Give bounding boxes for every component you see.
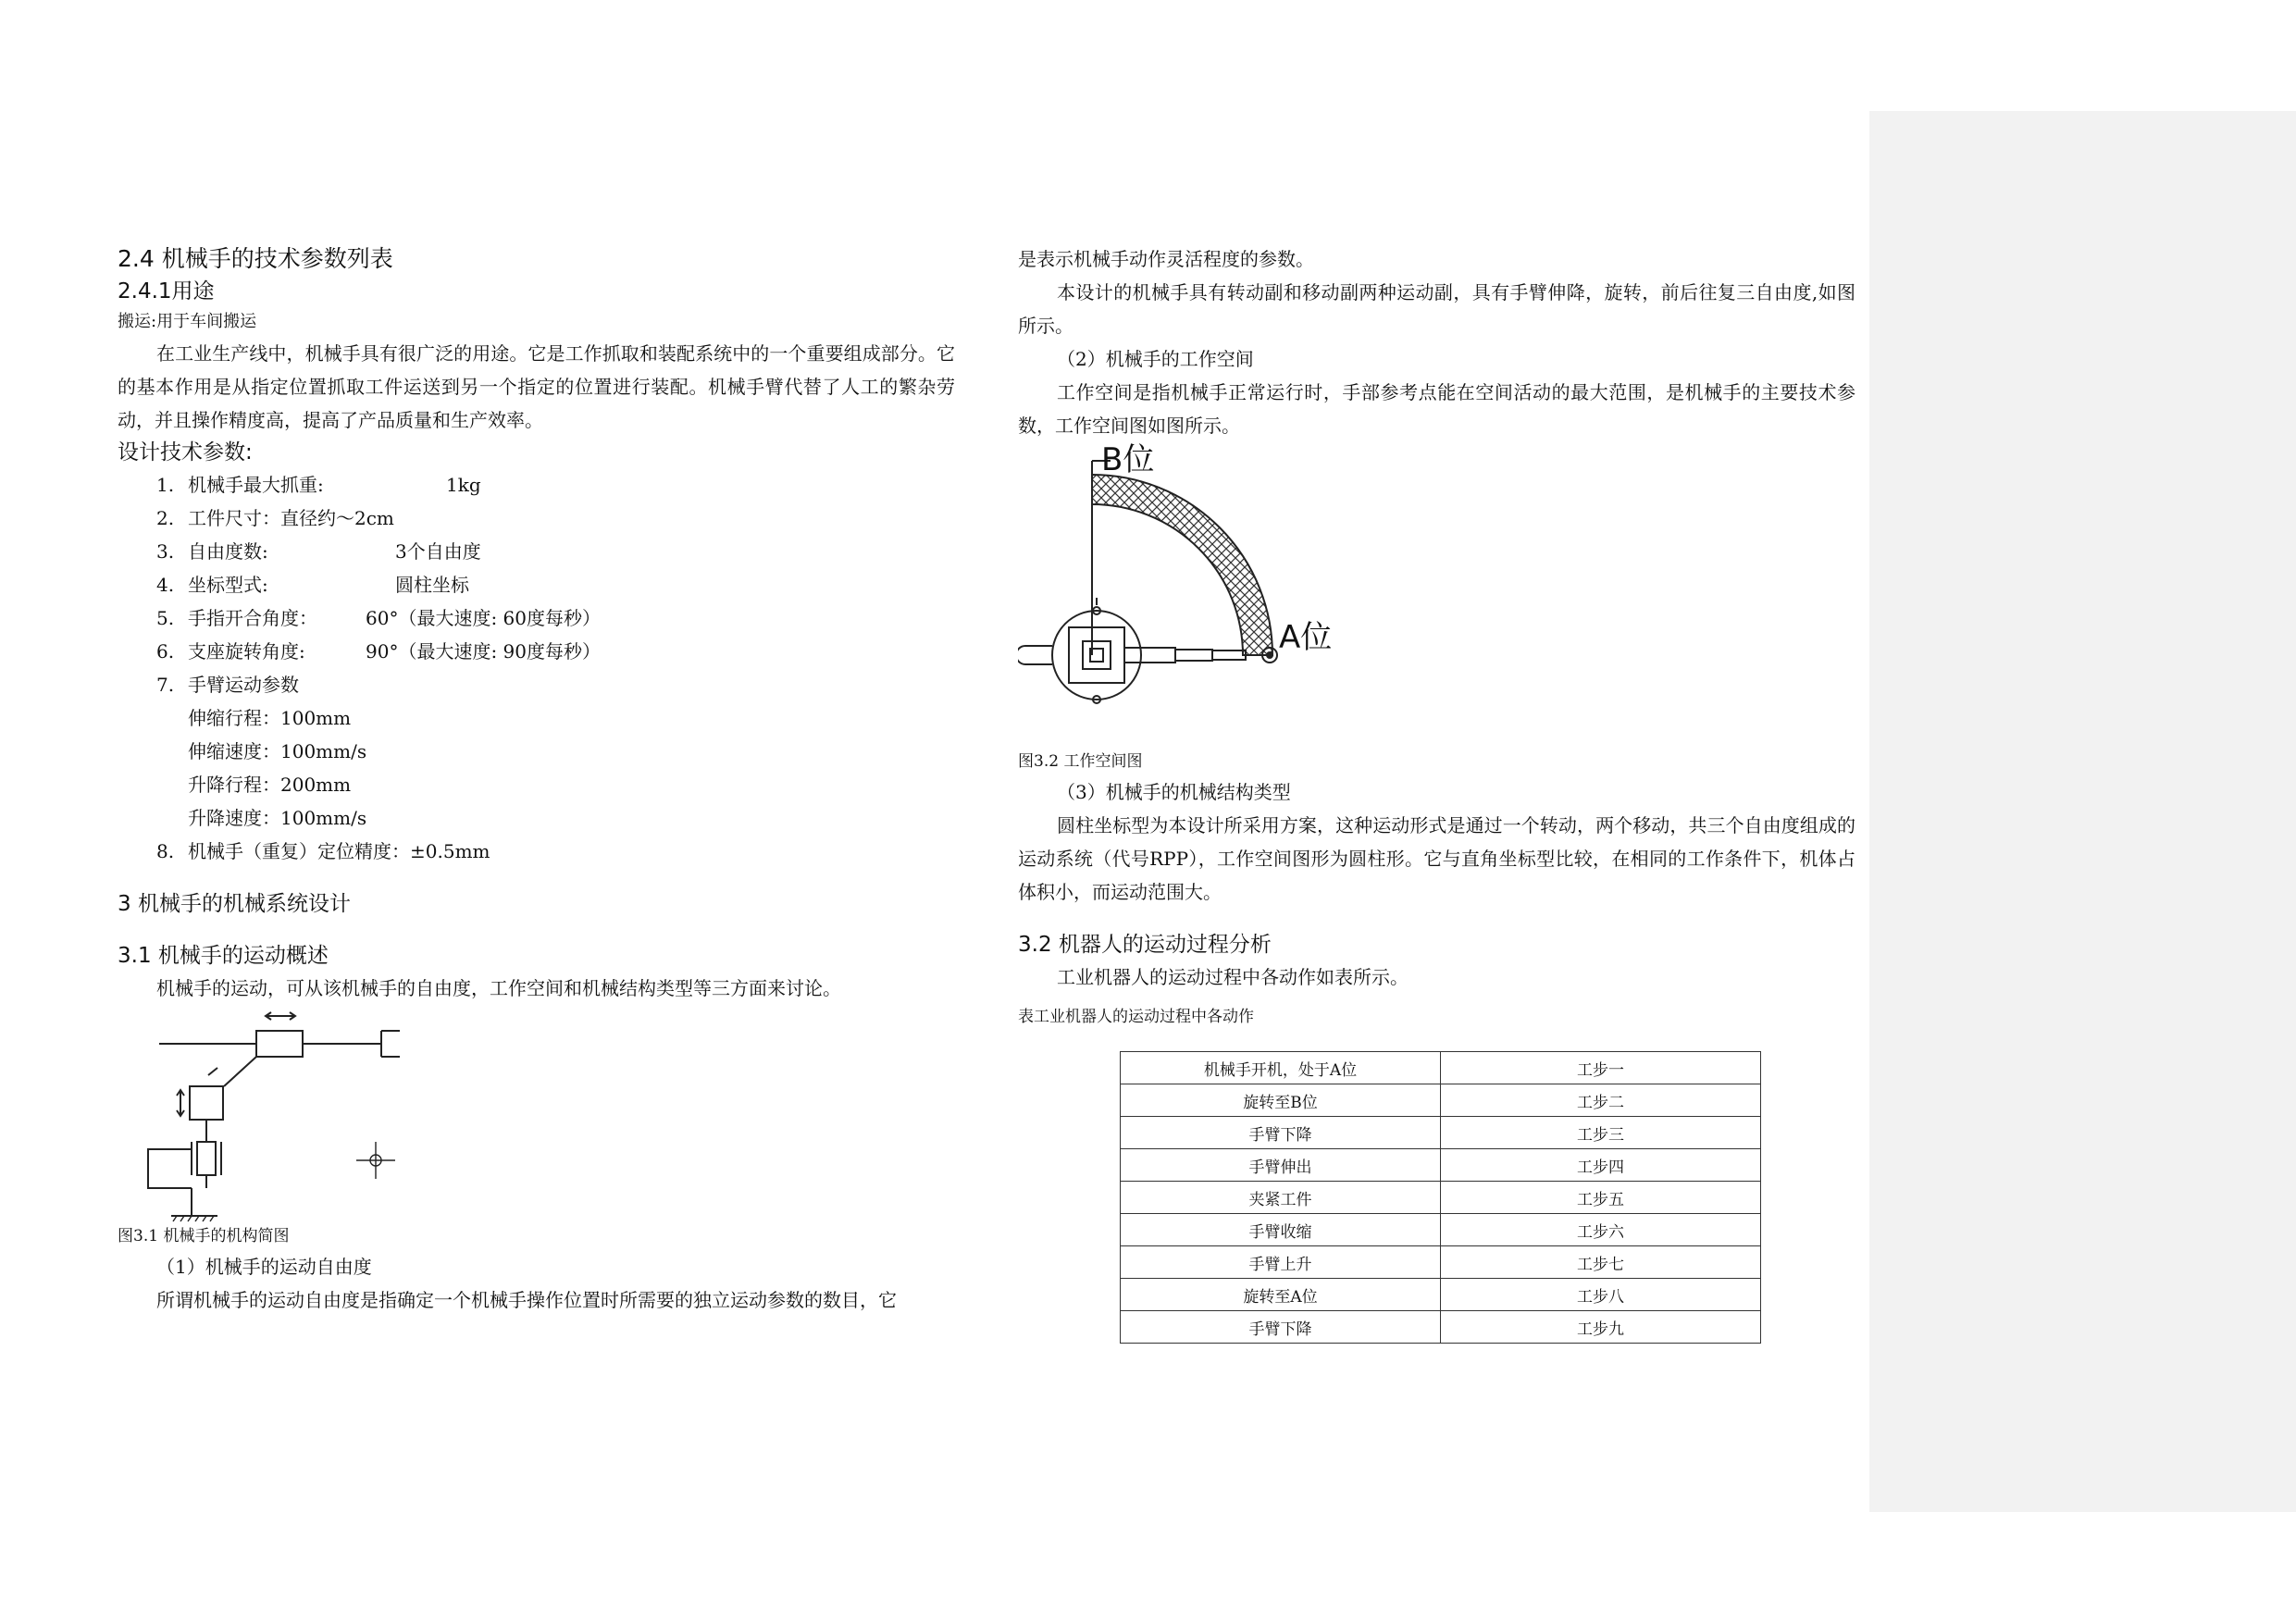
figure-3-2-caption: 图3.2 工作空间图 [1018,752,1143,771]
table-row: 手臂上升 工步七 [1121,1246,1761,1279]
structure-heading: （3）机械手的机械结构类型 [1057,781,1291,803]
param-item: 1. 机械手最大抓重: 1kg [156,474,481,496]
param-item: 8. 机械手（重复）定位精度：±0.5mm [156,840,490,862]
workspace-heading: （2）机械手的工作空间 [1057,348,1254,370]
table-row: 旋转至A位 工步八 [1121,1279,1761,1311]
table-row: 手臂下降 工步三 [1121,1117,1761,1149]
workspace-figure [1018,442,1388,748]
intro-paragraph: 在工业生产线中，机械手具有很广泛的用途。它是工作抓取和装配系统中的一个重要组成部分。它的基本作用是从指定位置抓取工件运送到另一个指定的位置进行装配。机械手臂代替了人工的繁杂劳动，并且操作精度高，提高了产品质量和生产效率。 [118,342,955,431]
mechanism-sketch-figure [118,1005,432,1222]
table-row: 机械手开机，处于A位 工步一 [1121,1052,1761,1084]
design-params-heading: 设计技术参数: [118,440,253,465]
a-position-label: A位 [1279,619,1333,656]
table-row: 夹紧工件 工步五 [1121,1182,1761,1214]
table-row: 手臂收缩 工步六 [1121,1214,1761,1246]
dof-paragraph-end: 是表示机械手动作灵活程度的参数。 [1018,248,1314,270]
comment-pane [1869,111,2296,1512]
motion-intro: 机械手的运动，可从该机械手的自由度，工作空间和机械结构类型等三方面来讨论。 [156,977,841,999]
heading-3-1: 3.1 机械手的运动概述 [118,944,329,968]
table-caption: 表工业机器人的运动过程中各动作 [1018,1008,1254,1026]
table-row: 手臂下降 工步九 [1121,1311,1761,1344]
heading-2-4: 2.4 机械手的技术参数列表 [118,245,393,272]
arm-param-item: 升降速度：100mm/s [188,807,367,829]
workspace-paragraph: 工作空间是指机械手正常运行时，手部参考点能在空间活动的最大范围，是机械手的主要技术参数，工作空间图如图所示。 [1018,381,1855,437]
process-intro: 工业机器人的运动过程中各动作如表所示。 [1057,966,1409,988]
param-item: 4. 坐标型式: 圆柱坐标 [156,574,469,596]
heading-3-2: 3.2 机器人的运动过程分析 [1018,933,1272,957]
structure-paragraph: 圆柱坐标型为本设计所采用方案，这种运动形式是通过一个转动，两个移动，共三个自由度组成的运动系统（代号RPP），工作空间图形为圆柱形。它与直角坐标型比较，在相同的工作条件下，机体占体积小，而运动范围大。 [1018,814,1855,903]
param-item: 7. 手臂运动参数 [156,674,299,696]
param-item: 5. 手指开合角度： 60°（最大速度: 60度每秒） [156,607,601,629]
heading-2-4-1: 2.4.1用途 [118,279,215,304]
design-dof-paragraph: 本设计的机械手具有转动副和移动副两种运动副，具有手臂伸降，旋转，前后往复三自由度,如图所示。 [1018,281,1855,337]
dof-paragraph-start: 所谓机械手的运动自由度是指确定一个机械手操作位置时所需要的独立运动参数的数目，它 [156,1289,897,1311]
params-list [118,468,955,868]
arm-param-item: 伸缩速度：100mm/s [188,740,367,762]
motion-steps-table [1120,1051,1761,1344]
arm-param-item: 升降行程：200mm [188,774,352,796]
figure-3-1-caption: 图3.1 机械手的机构简图 [118,1227,290,1245]
param-item: 2. 工件尺寸：直径约～2cm [156,507,394,529]
usage-line: 搬运:用于车间搬运 [118,312,257,331]
heading-3: 3 机械手的机械系统设计 [118,892,351,916]
param-item: 3. 自由度数: 3个自由度 [156,540,481,563]
arm-param-item: 伸缩行程：100mm [188,707,352,729]
left-column [118,242,955,1317]
right-column [1018,242,1855,1031]
table-row: 旋转至B位 工步二 [1121,1084,1761,1117]
param-item: 6. 支座旋转角度: 90°（最大速度: 90度每秒） [156,640,601,663]
dof-heading: （1）机械手的运动自由度 [156,1256,372,1278]
b-position-label: B位 [1101,442,1155,478]
table-row: 手臂伸出 工步四 [1121,1149,1761,1182]
